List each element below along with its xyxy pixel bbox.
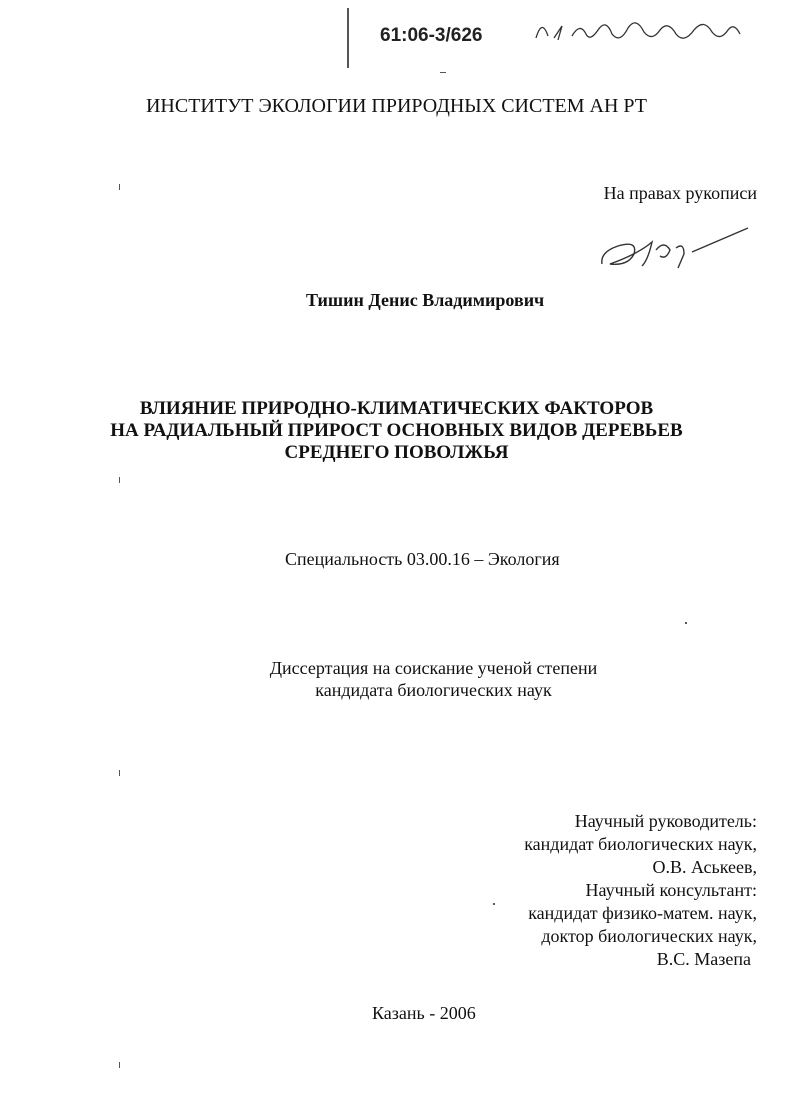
author-name: Тишин Денис Владимирович	[306, 290, 545, 310]
institution-name: ИНСТИТУТ ЭКОЛОГИИ ПРИРОДНЫХ СИСТЕМ АН РТ	[145, 95, 648, 117]
scan-dot	[493, 903, 495, 905]
advisor-line: Научный консультант:	[585, 880, 757, 900]
advisor-line: Научный руководитель:	[574, 811, 757, 831]
scan-dot	[119, 1062, 120, 1068]
scan-dot	[685, 622, 687, 624]
scan-dot	[440, 72, 446, 73]
city-year: Казань - 2006	[372, 1003, 476, 1023]
degree-line: кандидата биологических наук	[315, 680, 552, 700]
advisor-line: В.С. Мазепа	[656, 949, 751, 969]
catalog-code: 61:06-3/626	[380, 25, 483, 46]
scan-dot	[119, 477, 120, 483]
specialty: Специальность 03.00.16 – Экология	[285, 549, 560, 569]
degree-line: Диссертация на соискание ученой степени	[269, 658, 598, 678]
title-line: ВЛИЯНИЕ ПРИРОДНО-КЛИМАТИЧЕСКИХ ФАКТОРОВ	[139, 398, 654, 419]
dissertation-degree	[37, 657, 793, 701]
title-line: СРЕДНЕГО ПОВОЛЖЬЯ	[284, 442, 509, 463]
scan-dot	[119, 770, 120, 776]
signature	[598, 224, 758, 274]
advisor-line: О.В. Аськеев,	[652, 857, 757, 877]
dissertation-title	[0, 398, 793, 464]
scan-line	[347, 8, 349, 68]
advisors-block	[524, 810, 757, 971]
title-line: НА РАДИАЛЬНЫЙ ПРИРОСТ ОСНОВНЫХ ВИДОВ ДЕРЕВЬЕВ	[110, 420, 683, 441]
advisor-line: доктор биологических наук,	[541, 926, 757, 946]
advisor-line: кандидат физико-матем. наук,	[528, 903, 757, 923]
advisor-line: кандидат биологических наук,	[524, 834, 757, 854]
rights-note: На правах рукописи	[603, 183, 757, 203]
scan-dot	[119, 184, 120, 190]
